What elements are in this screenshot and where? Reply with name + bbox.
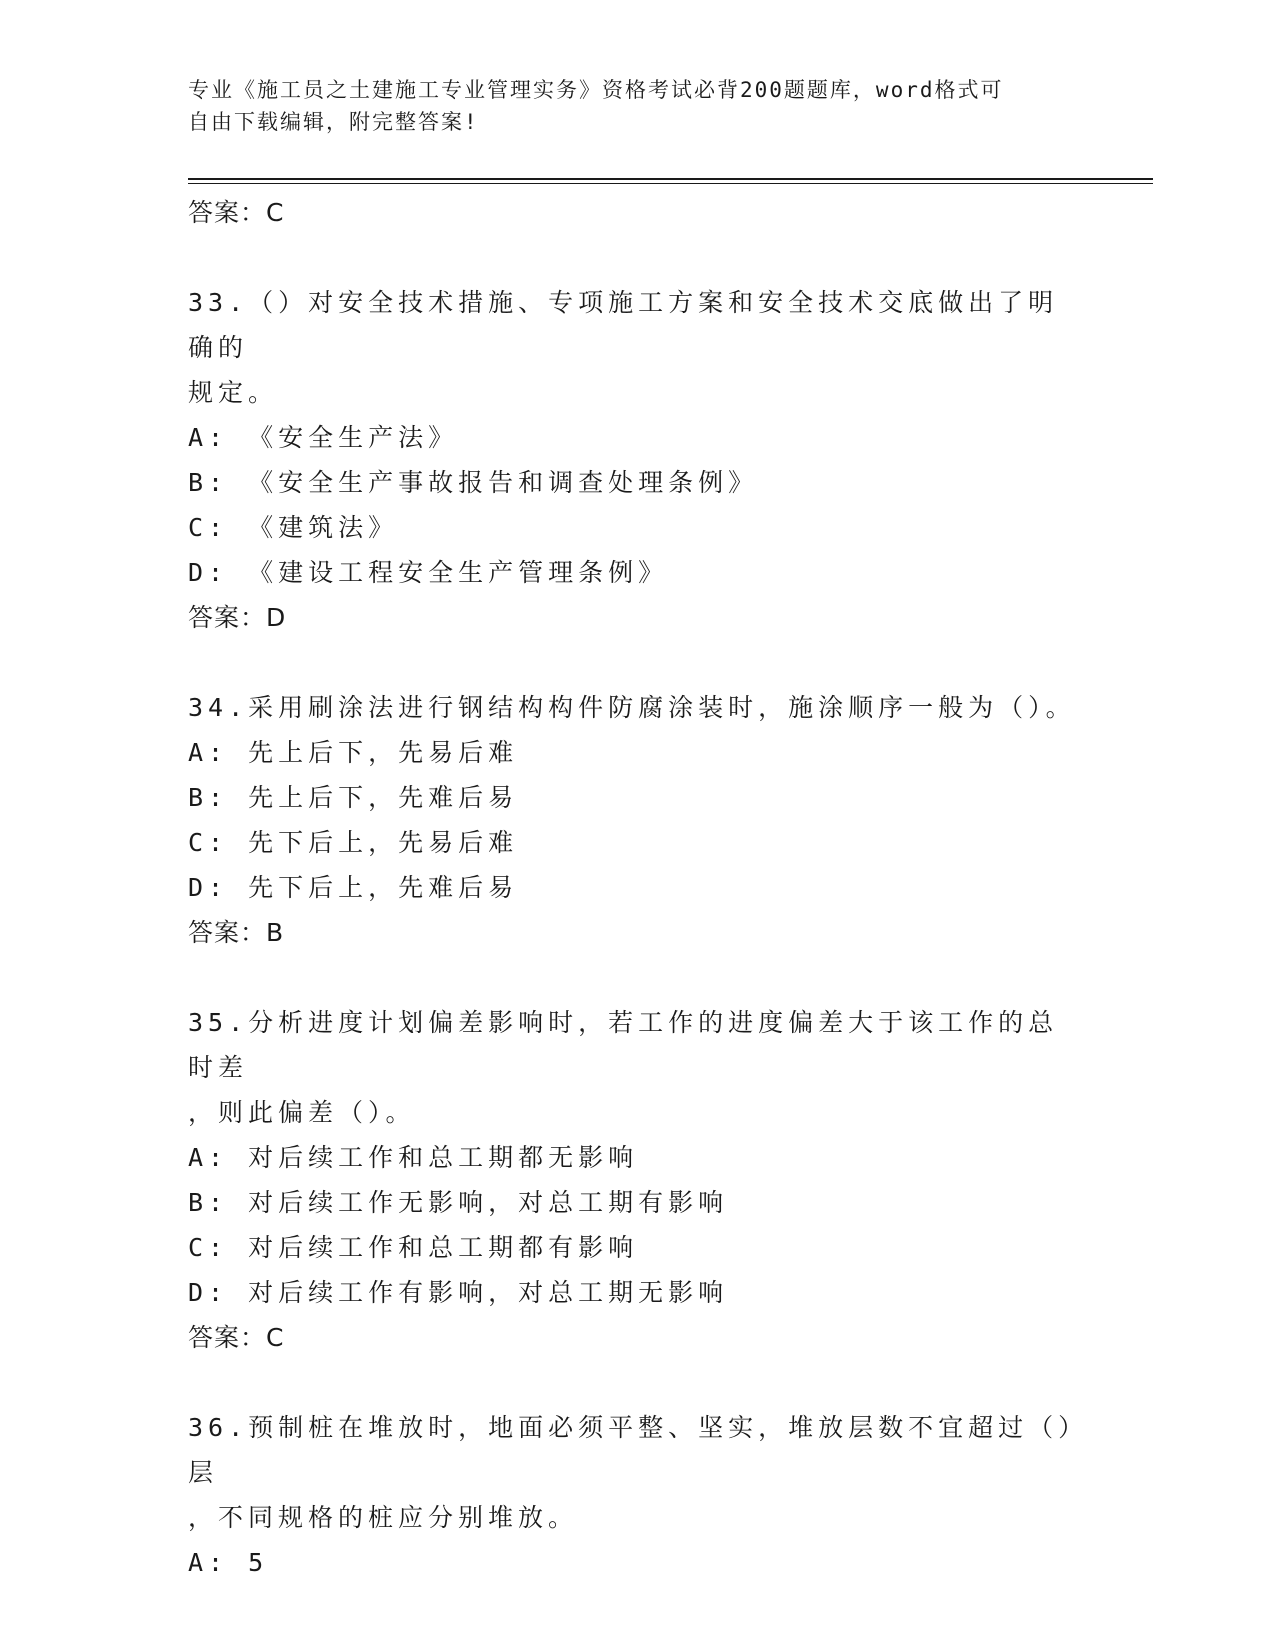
question-stem: 35.分析进度计划偏差影响时，若工作的进度偏差大于该工作的总时差 bbox=[188, 1008, 1059, 1082]
header-line-1: 专业《施工员之土建施工专业管理实务》资格考试必背200题题库，word格式可 bbox=[188, 78, 1004, 102]
option-a: A: 对后续工作和总工期都无影响 bbox=[188, 1143, 639, 1172]
option-b: B: 《安全生产事故报告和调查处理条例》 bbox=[188, 468, 759, 497]
question-list bbox=[188, 190, 1088, 1585]
question-stem-continued: ，不同规格的桩应分别堆放。 bbox=[188, 1503, 579, 1532]
option-d: D: 《建设工程安全生产管理条例》 bbox=[188, 558, 669, 587]
option-d: D: 对后续工作有影响，对总工期无影响 bbox=[188, 1278, 729, 1307]
question-stem: 34.采用刷涂法进行钢结构构件防腐涂装时，施涂顺序一般为（）。 bbox=[188, 693, 1076, 722]
option-a: A: 5 bbox=[188, 1548, 269, 1577]
option-a: A: 《安全生产法》 bbox=[188, 423, 459, 452]
option-c: C: 对后续工作和总工期都有影响 bbox=[188, 1233, 639, 1262]
option-b: B: 先上后下，先难后易 bbox=[188, 783, 519, 812]
option-b: B: 对后续工作无影响，对总工期有影响 bbox=[188, 1188, 729, 1217]
document-header bbox=[188, 74, 1088, 138]
header-line-2: 自由下载编辑，附完整答案! bbox=[188, 110, 479, 134]
answer: 答案：C bbox=[188, 1323, 285, 1352]
option-d: D: 先下后上，先难后易 bbox=[188, 873, 519, 902]
header-rule-thin bbox=[188, 183, 1153, 184]
option-c: C: 先下后上，先易后难 bbox=[188, 828, 519, 857]
option-a: A: 先上后下，先易后难 bbox=[188, 738, 519, 767]
question-stem-continued: ，则此偏差（）。 bbox=[188, 1098, 416, 1127]
question-36 bbox=[188, 1405, 1088, 1585]
header-rule-thick bbox=[188, 178, 1153, 180]
question-34 bbox=[188, 685, 1088, 956]
question-stem: 36.预制桩在堆放时，地面必须平整、坚实，堆放层数不宜超过（）层 bbox=[188, 1413, 1076, 1487]
answer: 答案：B bbox=[188, 918, 285, 947]
question-stem: 33.（）对安全技术措施、专项施工方案和安全技术交底做出了明确的 bbox=[188, 288, 1059, 362]
previous-answer: 答案：C bbox=[188, 198, 285, 227]
option-c: C: 《建筑法》 bbox=[188, 513, 399, 542]
answer: 答案：D bbox=[188, 603, 287, 632]
question-stem-continued: 规定。 bbox=[188, 378, 279, 407]
question-35 bbox=[188, 1000, 1088, 1361]
question-33 bbox=[188, 280, 1088, 641]
